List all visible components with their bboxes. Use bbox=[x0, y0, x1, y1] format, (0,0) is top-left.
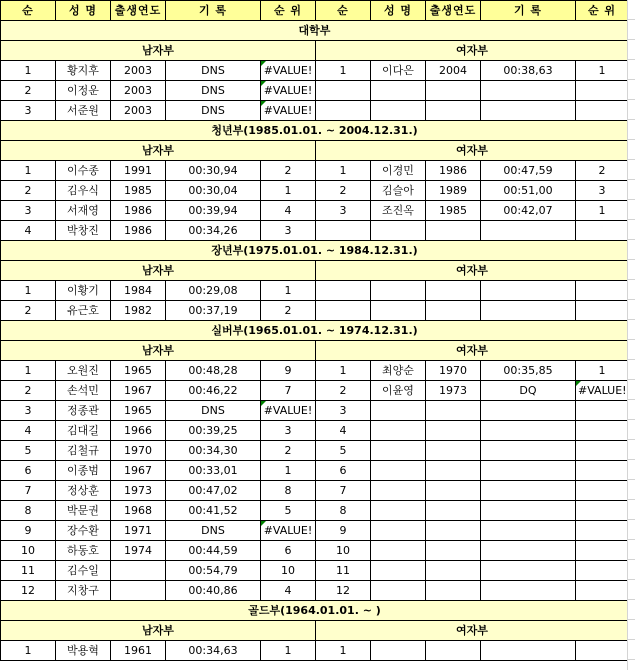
table-row bbox=[1, 301, 629, 321]
male-rank-cell[interactable]: 2 bbox=[261, 161, 316, 181]
male-record-cell[interactable]: 00:33,01 bbox=[166, 461, 261, 481]
female-record-cell[interactable]: 00:35,85 bbox=[481, 361, 576, 381]
female-rank-cell[interactable] bbox=[576, 481, 629, 501]
female-birth-year-cell[interactable] bbox=[426, 221, 481, 241]
header-row bbox=[1, 1, 629, 21]
female-birth-year-cell[interactable]: 2004 bbox=[426, 61, 481, 81]
female-record-cell[interactable] bbox=[481, 461, 576, 481]
male-record-cell[interactable]: 00:30,04 bbox=[166, 181, 261, 201]
male-name-cell[interactable]: 정종관 bbox=[56, 401, 111, 421]
female-no-cell[interactable]: 1 bbox=[316, 61, 371, 81]
male-name-cell[interactable]: 이황기 bbox=[56, 281, 111, 301]
male-rank-cell[interactable]: #VALUE! bbox=[261, 401, 316, 421]
gender-header-row bbox=[1, 341, 629, 361]
table-row bbox=[1, 521, 629, 541]
female-no-cell[interactable] bbox=[316, 81, 371, 101]
female-record-cell[interactable] bbox=[481, 541, 576, 561]
header-cell[interactable]: 성 명 bbox=[371, 1, 426, 21]
female-record-cell[interactable] bbox=[481, 281, 576, 301]
header-cell[interactable]: 기 록 bbox=[481, 1, 576, 21]
female-birth-year-cell[interactable] bbox=[426, 81, 481, 101]
female-name-cell[interactable] bbox=[371, 561, 426, 581]
female-rank-cell[interactable]: 1 bbox=[576, 361, 629, 381]
female-rank-cell[interactable] bbox=[576, 521, 629, 541]
male-birth-year-cell[interactable]: 1971 bbox=[111, 521, 166, 541]
male-name-cell[interactable]: 박문권 bbox=[56, 501, 111, 521]
male-no-cell[interactable]: 1 bbox=[1, 361, 56, 381]
male-name-cell[interactable]: 하동호 bbox=[56, 541, 111, 561]
male-rank-cell[interactable]: 5 bbox=[261, 501, 316, 521]
male-record-cell[interactable]: 00:34,30 bbox=[166, 441, 261, 461]
female-record-cell[interactable] bbox=[481, 81, 576, 101]
female-birth-year-cell[interactable] bbox=[426, 561, 481, 581]
male-birth-year-cell[interactable]: 1970 bbox=[111, 441, 166, 461]
female-birth-year-cell[interactable] bbox=[426, 641, 481, 661]
female-birth-year-cell[interactable] bbox=[426, 521, 481, 541]
male-name-cell[interactable]: 황지후 bbox=[56, 61, 111, 81]
female-birth-year-cell[interactable]: 1970 bbox=[426, 361, 481, 381]
female-birth-year-cell[interactable]: 1986 bbox=[426, 161, 481, 181]
male-section-label[interactable]: 남자부 bbox=[1, 141, 316, 161]
female-birth-year-cell[interactable] bbox=[426, 301, 481, 321]
table-row bbox=[1, 361, 629, 381]
male-birth-year-cell[interactable]: 1984 bbox=[111, 281, 166, 301]
male-name-cell[interactable]: 지창구 bbox=[56, 581, 111, 601]
female-no-cell[interactable]: 1 bbox=[316, 641, 371, 661]
female-name-cell[interactable]: 최양순 bbox=[371, 361, 426, 381]
female-name-cell[interactable]: 김슬아 bbox=[371, 181, 426, 201]
male-section-label[interactable]: 남자부 bbox=[1, 621, 316, 641]
male-no-cell[interactable]: 1 bbox=[1, 61, 56, 81]
male-name-cell[interactable]: 이정운 bbox=[56, 81, 111, 101]
gender-header-row bbox=[1, 261, 629, 281]
female-no-cell[interactable] bbox=[316, 101, 371, 121]
male-birth-year-cell[interactable]: 1967 bbox=[111, 461, 166, 481]
male-rank-cell[interactable]: 1 bbox=[261, 281, 316, 301]
female-no-cell[interactable]: 8 bbox=[316, 501, 371, 521]
header-cell[interactable]: 기 록 bbox=[166, 1, 261, 21]
table-row bbox=[1, 281, 629, 301]
female-birth-year-cell[interactable] bbox=[426, 281, 481, 301]
female-no-cell[interactable] bbox=[316, 281, 371, 301]
female-record-cell[interactable] bbox=[481, 581, 576, 601]
male-record-cell[interactable]: 00:34,26 bbox=[166, 221, 261, 241]
division-title-row bbox=[1, 241, 629, 261]
male-record-cell[interactable]: 00:40,86 bbox=[166, 581, 261, 601]
header-cell[interactable]: 순 위 bbox=[576, 1, 629, 21]
female-rank-cell[interactable] bbox=[576, 281, 629, 301]
table-row bbox=[1, 441, 629, 461]
male-birth-year-cell[interactable]: 1966 bbox=[111, 421, 166, 441]
female-rank-cell[interactable] bbox=[576, 301, 629, 321]
male-section-label[interactable]: 남자부 bbox=[1, 341, 316, 361]
male-no-cell[interactable]: 6 bbox=[1, 461, 56, 481]
table-row bbox=[1, 381, 629, 401]
male-birth-year-cell[interactable] bbox=[111, 581, 166, 601]
male-birth-year-cell[interactable] bbox=[111, 561, 166, 581]
female-birth-year-cell[interactable] bbox=[426, 441, 481, 461]
male-rank-cell[interactable]: 1 bbox=[261, 181, 316, 201]
male-no-cell[interactable]: 8 bbox=[1, 501, 56, 521]
female-name-cell[interactable] bbox=[371, 481, 426, 501]
female-record-cell[interactable]: 00:51,00 bbox=[481, 181, 576, 201]
male-birth-year-cell[interactable]: 1986 bbox=[111, 221, 166, 241]
male-name-cell[interactable]: 이종범 bbox=[56, 461, 111, 481]
female-birth-year-cell[interactable]: 1973 bbox=[426, 381, 481, 401]
male-rank-cell[interactable]: #VALUE! bbox=[261, 81, 316, 101]
female-section-label[interactable]: 여자부 bbox=[316, 341, 629, 361]
male-no-cell[interactable]: 1 bbox=[1, 281, 56, 301]
female-record-cell[interactable] bbox=[481, 301, 576, 321]
male-no-cell[interactable]: 3 bbox=[1, 201, 56, 221]
female-name-cell[interactable]: 이윤영 bbox=[371, 381, 426, 401]
male-name-cell[interactable]: 서재영 bbox=[56, 201, 111, 221]
female-name-cell[interactable] bbox=[371, 281, 426, 301]
female-record-cell[interactable] bbox=[481, 561, 576, 581]
male-no-cell[interactable]: 5 bbox=[1, 441, 56, 461]
male-name-cell[interactable]: 장수환 bbox=[56, 521, 111, 541]
male-record-cell[interactable]: 00:46,22 bbox=[166, 381, 261, 401]
table-row bbox=[1, 461, 629, 481]
female-rank-cell[interactable]: 1 bbox=[576, 61, 629, 81]
male-record-cell[interactable]: 00:30,94 bbox=[166, 161, 261, 181]
table-row bbox=[1, 581, 629, 601]
female-birth-year-cell[interactable] bbox=[426, 421, 481, 441]
male-record-cell[interactable]: 00:29,08 bbox=[166, 281, 261, 301]
female-birth-year-cell[interactable] bbox=[426, 541, 481, 561]
table-row bbox=[1, 401, 629, 421]
male-record-cell[interactable]: DNS bbox=[166, 401, 261, 421]
female-name-cell[interactable]: 이다은 bbox=[371, 61, 426, 81]
female-name-cell[interactable]: 조진옥 bbox=[371, 201, 426, 221]
female-section-label[interactable]: 여자부 bbox=[316, 141, 629, 161]
sheet-body bbox=[1, 1, 629, 661]
female-rank-cell[interactable] bbox=[576, 581, 629, 601]
female-name-cell[interactable] bbox=[371, 441, 426, 461]
header-cell[interactable]: 출생연도 bbox=[426, 1, 481, 21]
female-name-cell[interactable] bbox=[371, 541, 426, 561]
female-record-cell[interactable]: 00:38,63 bbox=[481, 61, 576, 81]
male-record-cell[interactable]: DNS bbox=[166, 81, 261, 101]
table-row bbox=[1, 421, 629, 441]
division-title-row bbox=[1, 601, 629, 621]
female-rank-cell[interactable] bbox=[576, 441, 629, 461]
female-rank-cell[interactable] bbox=[576, 501, 629, 521]
female-no-cell[interactable]: 1 bbox=[316, 361, 371, 381]
male-no-cell[interactable]: 2 bbox=[1, 381, 56, 401]
male-rank-cell[interactable]: 1 bbox=[261, 461, 316, 481]
male-record-cell[interactable]: DNS bbox=[166, 101, 261, 121]
header-cell[interactable]: 성 명 bbox=[56, 1, 111, 21]
male-no-cell[interactable]: 2 bbox=[1, 301, 56, 321]
female-record-cell[interactable]: DQ bbox=[481, 381, 576, 401]
table-row bbox=[1, 221, 629, 241]
male-no-cell[interactable]: 3 bbox=[1, 101, 56, 121]
male-rank-cell[interactable]: 7 bbox=[261, 381, 316, 401]
female-name-cell[interactable]: 이경민 bbox=[371, 161, 426, 181]
male-name-cell[interactable]: 김수일 bbox=[56, 561, 111, 581]
division-title-row bbox=[1, 321, 629, 341]
female-name-cell[interactable] bbox=[371, 221, 426, 241]
male-name-cell[interactable]: 서준원 bbox=[56, 101, 111, 121]
female-birth-year-cell[interactable] bbox=[426, 461, 481, 481]
female-record-cell[interactable] bbox=[481, 641, 576, 661]
male-no-cell[interactable]: 4 bbox=[1, 421, 56, 441]
female-rank-cell[interactable] bbox=[576, 641, 629, 661]
male-record-cell[interactable]: DNS bbox=[166, 61, 261, 81]
female-name-cell[interactable] bbox=[371, 81, 426, 101]
female-record-cell[interactable] bbox=[481, 101, 576, 121]
female-no-cell[interactable]: 2 bbox=[316, 381, 371, 401]
division-title[interactable]: 청년부(1985.01.01. ~ 2004.12.31.) bbox=[1, 121, 629, 141]
female-rank-cell[interactable] bbox=[576, 401, 629, 421]
division-title[interactable]: 실버부(1965.01.01. ~ 1974.12.31.) bbox=[1, 321, 629, 341]
male-rank-cell[interactable]: 8 bbox=[261, 481, 316, 501]
male-rank-cell[interactable]: 2 bbox=[261, 441, 316, 461]
table-row bbox=[1, 61, 629, 81]
female-no-cell[interactable]: 6 bbox=[316, 461, 371, 481]
female-rank-cell[interactable] bbox=[576, 421, 629, 441]
male-rank-cell[interactable]: #VALUE! bbox=[261, 101, 316, 121]
male-rank-cell[interactable]: 4 bbox=[261, 581, 316, 601]
female-name-cell[interactable] bbox=[371, 641, 426, 661]
female-record-cell[interactable]: 00:42,07 bbox=[481, 201, 576, 221]
gender-header-row bbox=[1, 141, 629, 161]
female-no-cell[interactable]: 2 bbox=[316, 181, 371, 201]
male-birth-year-cell[interactable]: 1973 bbox=[111, 481, 166, 501]
female-rank-cell[interactable] bbox=[576, 561, 629, 581]
male-no-cell[interactable]: 3 bbox=[1, 401, 56, 421]
male-name-cell[interactable]: 김우식 bbox=[56, 181, 111, 201]
male-birth-year-cell[interactable]: 1985 bbox=[111, 181, 166, 201]
female-name-cell[interactable] bbox=[371, 581, 426, 601]
table-row bbox=[1, 201, 629, 221]
male-birth-year-cell[interactable]: 1982 bbox=[111, 301, 166, 321]
female-birth-year-cell[interactable] bbox=[426, 401, 481, 421]
male-birth-year-cell[interactable]: 1974 bbox=[111, 541, 166, 561]
female-name-cell[interactable] bbox=[371, 461, 426, 481]
female-birth-year-cell[interactable] bbox=[426, 481, 481, 501]
female-no-cell[interactable]: 7 bbox=[316, 481, 371, 501]
female-no-cell[interactable]: 12 bbox=[316, 581, 371, 601]
female-no-cell[interactable]: 3 bbox=[316, 401, 371, 421]
female-name-cell[interactable] bbox=[371, 501, 426, 521]
female-no-cell[interactable]: 5 bbox=[316, 441, 371, 461]
female-no-cell[interactable]: 4 bbox=[316, 421, 371, 441]
male-record-cell[interactable]: DNS bbox=[166, 521, 261, 541]
male-rank-cell[interactable]: 3 bbox=[261, 221, 316, 241]
male-name-cell[interactable]: 김대길 bbox=[56, 421, 111, 441]
female-name-cell[interactable] bbox=[371, 101, 426, 121]
male-rank-cell[interactable]: 4 bbox=[261, 201, 316, 221]
spreadsheet-gridlines bbox=[627, 0, 635, 670]
male-name-cell[interactable]: 김철규 bbox=[56, 441, 111, 461]
female-birth-year-cell[interactable] bbox=[426, 581, 481, 601]
female-record-cell[interactable] bbox=[481, 481, 576, 501]
female-section-label[interactable]: 여자부 bbox=[316, 261, 629, 281]
table-row bbox=[1, 541, 629, 561]
female-no-cell[interactable]: 1 bbox=[316, 161, 371, 181]
header-cell[interactable]: 출생연도 bbox=[111, 1, 166, 21]
male-record-cell[interactable]: 00:47,02 bbox=[166, 481, 261, 501]
female-birth-year-cell[interactable]: 1989 bbox=[426, 181, 481, 201]
female-rank-cell[interactable] bbox=[576, 541, 629, 561]
female-rank-cell[interactable]: #VALUE! bbox=[576, 381, 629, 401]
table-row bbox=[1, 481, 629, 501]
male-name-cell[interactable]: 유근호 bbox=[56, 301, 111, 321]
table-row bbox=[1, 81, 629, 101]
female-section-label[interactable]: 여자부 bbox=[316, 621, 629, 641]
male-record-cell[interactable]: 00:37,19 bbox=[166, 301, 261, 321]
female-birth-year-cell[interactable]: 1985 bbox=[426, 201, 481, 221]
female-record-cell[interactable]: 00:47,59 bbox=[481, 161, 576, 181]
header-cell[interactable]: 순 위 bbox=[261, 1, 316, 21]
male-record-cell[interactable]: 00:41,52 bbox=[166, 501, 261, 521]
female-record-cell[interactable] bbox=[481, 441, 576, 461]
male-name-cell[interactable]: 손석민 bbox=[56, 381, 111, 401]
male-birth-year-cell[interactable]: 2003 bbox=[111, 61, 166, 81]
male-name-cell[interactable]: 오원진 bbox=[56, 361, 111, 381]
female-rank-cell[interactable] bbox=[576, 101, 629, 121]
male-record-cell[interactable]: 00:34,63 bbox=[166, 641, 261, 661]
female-birth-year-cell[interactable] bbox=[426, 101, 481, 121]
female-no-cell[interactable]: 3 bbox=[316, 201, 371, 221]
male-birth-year-cell[interactable]: 1965 bbox=[111, 401, 166, 421]
male-rank-cell[interactable]: 3 bbox=[261, 421, 316, 441]
male-name-cell[interactable]: 박창진 bbox=[56, 221, 111, 241]
male-no-cell[interactable]: 12 bbox=[1, 581, 56, 601]
female-rank-cell[interactable]: 2 bbox=[576, 161, 629, 181]
male-record-cell[interactable]: 00:48,28 bbox=[166, 361, 261, 381]
division-title[interactable]: 골드부(1964.01.01. ~ ) bbox=[1, 601, 629, 621]
male-section-label[interactable]: 남자부 bbox=[1, 41, 316, 61]
female-no-cell[interactable]: 10 bbox=[316, 541, 371, 561]
male-birth-year-cell[interactable]: 1967 bbox=[111, 381, 166, 401]
male-rank-cell[interactable]: 10 bbox=[261, 561, 316, 581]
male-record-cell[interactable]: 00:39,25 bbox=[166, 421, 261, 441]
male-no-cell[interactable]: 7 bbox=[1, 481, 56, 501]
male-rank-cell[interactable]: 1 bbox=[261, 641, 316, 661]
female-name-cell[interactable] bbox=[371, 301, 426, 321]
female-name-cell[interactable] bbox=[371, 521, 426, 541]
female-section-label[interactable]: 여자부 bbox=[316, 41, 629, 61]
male-no-cell[interactable]: 9 bbox=[1, 521, 56, 541]
gender-header-row bbox=[1, 621, 629, 641]
male-no-cell[interactable]: 11 bbox=[1, 561, 56, 581]
male-rank-cell[interactable]: 6 bbox=[261, 541, 316, 561]
division-title[interactable]: 대학부 bbox=[1, 21, 629, 41]
male-birth-year-cell[interactable]: 2003 bbox=[111, 101, 166, 121]
male-rank-cell[interactable]: 2 bbox=[261, 301, 316, 321]
male-no-cell[interactable]: 1 bbox=[1, 161, 56, 181]
division-title[interactable]: 장년부(1975.01.01. ~ 1984.12.31.) bbox=[1, 241, 629, 261]
male-record-cell[interactable]: 00:39,94 bbox=[166, 201, 261, 221]
male-section-label[interactable]: 남자부 bbox=[1, 261, 316, 281]
male-no-cell[interactable]: 2 bbox=[1, 81, 56, 101]
male-no-cell[interactable]: 10 bbox=[1, 541, 56, 561]
division-title-row bbox=[1, 121, 629, 141]
male-name-cell[interactable]: 이수종 bbox=[56, 161, 111, 181]
female-no-cell[interactable]: 11 bbox=[316, 561, 371, 581]
male-record-cell[interactable]: 00:54,79 bbox=[166, 561, 261, 581]
male-rank-cell[interactable]: #VALUE! bbox=[261, 61, 316, 81]
male-no-cell[interactable]: 1 bbox=[1, 641, 56, 661]
female-rank-cell[interactable] bbox=[576, 81, 629, 101]
table-row bbox=[1, 501, 629, 521]
table-row bbox=[1, 181, 629, 201]
female-no-cell[interactable] bbox=[316, 221, 371, 241]
table-row bbox=[1, 641, 629, 661]
male-name-cell[interactable]: 박용혁 bbox=[56, 641, 111, 661]
header-cell[interactable]: 순 bbox=[316, 1, 371, 21]
male-birth-year-cell[interactable]: 2003 bbox=[111, 81, 166, 101]
division-title-row bbox=[1, 21, 629, 41]
male-no-cell[interactable]: 4 bbox=[1, 221, 56, 241]
female-name-cell[interactable] bbox=[371, 401, 426, 421]
male-record-cell[interactable]: 00:44,59 bbox=[166, 541, 261, 561]
male-birth-year-cell[interactable]: 1968 bbox=[111, 501, 166, 521]
female-rank-cell[interactable]: 1 bbox=[576, 201, 629, 221]
female-record-cell[interactable] bbox=[481, 401, 576, 421]
male-birth-year-cell[interactable]: 1986 bbox=[111, 201, 166, 221]
female-rank-cell[interactable] bbox=[576, 221, 629, 241]
female-rank-cell[interactable] bbox=[576, 461, 629, 481]
header-cell[interactable]: 순 bbox=[1, 1, 56, 21]
female-record-cell[interactable] bbox=[481, 501, 576, 521]
female-no-cell[interactable]: 9 bbox=[316, 521, 371, 541]
female-record-cell[interactable] bbox=[481, 421, 576, 441]
table-row bbox=[1, 161, 629, 181]
male-name-cell[interactable]: 정상훈 bbox=[56, 481, 111, 501]
female-rank-cell[interactable]: 3 bbox=[576, 181, 629, 201]
male-birth-year-cell[interactable]: 1991 bbox=[111, 161, 166, 181]
female-record-cell[interactable] bbox=[481, 521, 576, 541]
gender-header-row bbox=[1, 41, 629, 61]
male-birth-year-cell[interactable]: 1961 bbox=[111, 641, 166, 661]
female-no-cell[interactable] bbox=[316, 301, 371, 321]
table-row bbox=[1, 561, 629, 581]
male-rank-cell[interactable]: #VALUE! bbox=[261, 521, 316, 541]
female-birth-year-cell[interactable] bbox=[426, 501, 481, 521]
male-birth-year-cell[interactable]: 1965 bbox=[111, 361, 166, 381]
male-rank-cell[interactable]: 9 bbox=[261, 361, 316, 381]
female-record-cell[interactable] bbox=[481, 221, 576, 241]
female-name-cell[interactable] bbox=[371, 421, 426, 441]
table-row bbox=[1, 101, 629, 121]
male-no-cell[interactable]: 2 bbox=[1, 181, 56, 201]
